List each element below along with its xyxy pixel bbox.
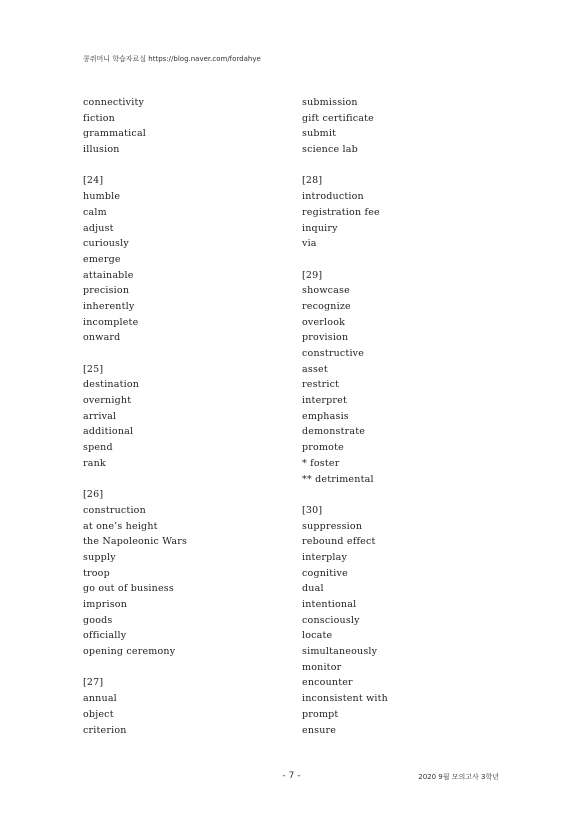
vocab-word: officially	[83, 630, 127, 642]
vocab-word: encounter	[302, 677, 353, 689]
vocab-word: curiously	[83, 238, 129, 250]
vocab-word: go out of business	[83, 583, 174, 595]
vocab-word: grammatical	[83, 128, 147, 140]
vocab-word: promote	[302, 442, 344, 454]
vocab-word: destination	[83, 379, 140, 391]
vocab-word: cognitive	[302, 567, 348, 579]
vocab-word: illusion	[83, 144, 120, 156]
question-number-heading: [29]	[302, 269, 323, 281]
vocab-word: incomplete	[83, 316, 139, 328]
vocab-word: at one’s height	[83, 520, 158, 532]
vocab-word: provision	[302, 332, 349, 344]
vocab-word: demonstrate	[302, 426, 366, 438]
group-spacer	[83, 346, 293, 362]
vocab-word: opening ceremony	[83, 646, 176, 658]
vocab-word: the Napoleonic Wars	[83, 536, 188, 548]
vocab-word: fiction	[83, 112, 115, 124]
vocab-word: intentional	[302, 599, 357, 610]
question-number-heading: [27]	[83, 677, 104, 689]
vocab-word: rebound effect	[302, 536, 376, 548]
group-spacer	[83, 660, 293, 676]
vocab-word: ensure	[302, 724, 337, 736]
vocab-word: attainable	[83, 269, 134, 281]
vocab-column-right	[302, 95, 512, 738]
vocab-word: overlook	[302, 316, 346, 328]
vocab-word: precision	[83, 285, 130, 297]
vocab-word: locate	[302, 630, 333, 642]
group-spacer	[302, 252, 512, 268]
vocab-word: troop	[83, 567, 110, 579]
vocab-word: additional	[83, 426, 134, 438]
vocab-word: rank	[83, 457, 106, 469]
group-spacer	[83, 158, 293, 174]
vocab-word: criterion	[83, 724, 127, 736]
vocab-word: goods	[83, 614, 113, 626]
vocab-word: consciously	[302, 614, 360, 626]
question-number-heading: [30]	[302, 504, 323, 516]
vocab-word: humble	[83, 191, 121, 203]
vocab-word: calm	[83, 206, 107, 218]
vocab-word: introduction	[302, 191, 364, 203]
vocab-word: adjust	[83, 222, 114, 234]
vocab-word: imprison	[83, 599, 128, 610]
vocab-column-left	[83, 95, 293, 738]
vocab-word: submit	[302, 128, 337, 140]
vocab-word: showcase	[302, 285, 350, 297]
vocab-word: science lab	[302, 144, 358, 156]
vocab-word: inconsistent with	[302, 693, 389, 705]
vocab-word: interplay	[302, 551, 348, 563]
vocab-word: emerge	[83, 253, 121, 265]
vocab-word: asset	[302, 363, 328, 375]
page-header: 콩쥐머니 학습자료실 https://blog.naver.com/fordahye	[83, 55, 261, 63]
exam-label: 2020 9월 모의고사 3학년	[418, 773, 499, 781]
vocab-word: prompt	[302, 708, 339, 720]
vocab-word: supply	[83, 551, 116, 563]
vocab-word: connectivity	[83, 97, 145, 108]
page-number: - 7 -	[282, 771, 301, 781]
vocab-word: gift certificate	[302, 112, 374, 124]
vocab-word: submission	[302, 97, 358, 108]
vocab-word: simultaneously	[302, 646, 378, 658]
vocab-word: monitor	[302, 661, 342, 673]
question-number-heading: [24]	[83, 175, 104, 187]
vocab-word: construction	[83, 504, 146, 516]
question-number-heading: [25]	[83, 363, 104, 375]
vocab-word: object	[83, 708, 114, 720]
question-number-heading: [28]	[302, 175, 323, 187]
question-number-heading: [26]	[83, 489, 104, 501]
group-spacer	[302, 487, 512, 503]
vocab-word: onward	[83, 332, 121, 344]
vocab-word: inquiry	[302, 222, 338, 234]
vocab-word: * foster	[302, 457, 340, 469]
vocab-word: overnight	[83, 395, 132, 407]
vocab-word: restrict	[302, 379, 340, 391]
vocab-word: via	[302, 238, 317, 250]
vocab-word: suppression	[302, 520, 363, 532]
vocab-word: dual	[302, 583, 324, 595]
vocab-word: interpret	[302, 395, 347, 407]
vocab-word: registration fee	[302, 206, 380, 218]
vocab-word: inherently	[83, 300, 135, 312]
vocab-word: emphasis	[302, 410, 349, 422]
group-spacer	[83, 472, 293, 488]
vocab-word: ** detrimental	[302, 473, 374, 485]
group-spacer	[302, 158, 512, 174]
vocab-word: annual	[83, 693, 117, 705]
vocab-word: constructive	[302, 348, 365, 359]
vocab-word: spend	[83, 442, 113, 454]
vocab-word: arrival	[83, 410, 117, 422]
vocab-word: recognize	[302, 300, 351, 312]
